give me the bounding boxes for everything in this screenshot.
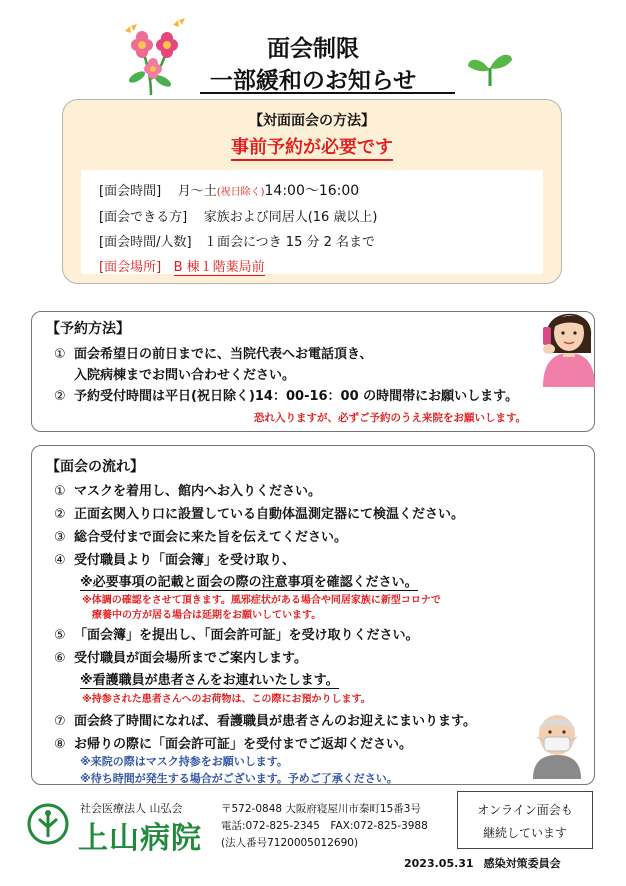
page-title-line1: 面会制限 [267,36,359,62]
flow-note-mask: ※来院の際はマスク持参をお願いします。 [80,755,288,768]
flow-step-1: ① マスクを着用し、館内へお入りください。 [54,484,322,499]
flow-step-8: ⑧ お帰りの際に「面会許可証」を受付までご返却ください。 [54,737,413,752]
visit-place-row [99,256,265,275]
online-visit-line2: 継続しています [482,826,567,840]
flow-step-5: ⑤ 「面会簿」を提出し、「面会許可証」を受け取りください。 [54,628,419,643]
visit-time-days: 月～土 [177,184,217,199]
flow-step-6: ⑥ 受付職員が面会場所までご案内します。 [54,651,307,666]
visit-time-row [99,180,359,200]
visitor-eligibility-label: [面会できる方] [99,210,188,225]
issue-date-line [404,855,571,871]
masked-elder-illustration [527,707,587,779]
reservation-step-2: ② 予約受付時間は平日(祝日除く)14：00-16：00 の時間帯にお願いします。 [54,389,519,404]
hospital-name: 上山病院 [78,821,202,856]
reservation-step-1: ① 面会希望日の前日までに、当院代表へお電話頂き、 [54,347,373,362]
flow-step-4-note2: 療養中の方が居る場合は延期をお願いしています。 [92,610,322,621]
visit-place-label: [面会場所] [99,260,162,275]
tel-fax-line: 電話:072-825-2345 FAX:072-825-3988 [221,820,428,832]
reservation-method-box [31,311,595,432]
visit-details [81,170,543,274]
visit-limit-label: [面会時間/人数] [99,235,192,250]
organization-name: 社会医療法人 山弘会 [80,802,183,815]
in-person-heading: 【対面面会の方法】 [249,113,375,129]
visit-limit-row [99,231,375,250]
flow-step-4-note1: ※体調の確認をさせて頂きます。風邪症状がある場合や同居家族に新型コロナで [82,595,441,606]
visit-place-value: B 棟１階薬局前 [173,260,265,275]
flow-step-7: ⑦ 面会終了時間になれば、看護職員が患者さんのお迎えにまいります。 [54,714,476,729]
reservation-required-notice [63,133,561,159]
reservation-required-text: 事前予約が必要です [231,137,393,161]
flow-step-3: ③ 総合受付まで面会に来た旨を伝えてください。 [54,530,348,545]
visit-flow-box [31,445,595,785]
visit-time-label: [面会時間] [99,184,162,199]
flow-note-wait: ※待ち時間が発生する場合がございます。予めご了承ください。 [80,772,398,785]
flow-heading: 【面会の流れ】 [46,459,144,475]
flow-step-4-sub: ※必要事項の記載と面会の際の注意事項を確認ください。 [80,575,418,590]
issuing-committee: 感染対策委員会 [483,857,561,870]
visit-time-holiday: (祝日除く) [216,187,265,198]
flow-step-6-sub: ※看護職員が患者さんをお連れいたします。 [80,673,339,688]
page-title-line2: 一部緩和のお知らせ [209,68,417,94]
title-underline [200,92,455,94]
online-visit-box [457,791,593,849]
address-line: 〒572-0848 大阪府寝屋川市秦町15番3号 [221,803,421,815]
flow-step-6-note: ※持参された患者さんへのお荷物は、この際にお預かりします。 [82,694,371,705]
issue-date: 2023.05.31 [404,857,474,870]
reservation-note: 恐れ入りますが、必ずご予約のうえ来院をお願いします。 [254,412,527,424]
flow-step-4: ④ 受付職員より「面会簿」を受け取り、 [54,553,296,568]
visitor-eligibility-value: 家族および同居人(16 歳以上) [203,210,378,225]
hospital-contact [221,801,428,852]
reservation-step-1-cont: 入院病棟までお問い合わせください。 [74,368,296,383]
visitor-eligibility-row [99,206,378,225]
woman-on-phone-illustration [535,297,603,387]
reservation-heading: 【予約方法】 [46,321,130,337]
visit-limit-value: １面会につき 15 分 2 名まで [203,235,376,250]
corporate-number: (法人番号7120005012690) [221,837,359,849]
hospital-logo-icon [27,803,69,845]
visit-time-hours: 14:00～16:00 [264,183,360,199]
flow-step-2: ② 正面玄関入り口に設置している自動体温測定器にて検温ください。 [54,507,465,522]
in-person-visit-box [62,99,562,284]
online-visit-line1: オンライン面会も [477,803,573,817]
